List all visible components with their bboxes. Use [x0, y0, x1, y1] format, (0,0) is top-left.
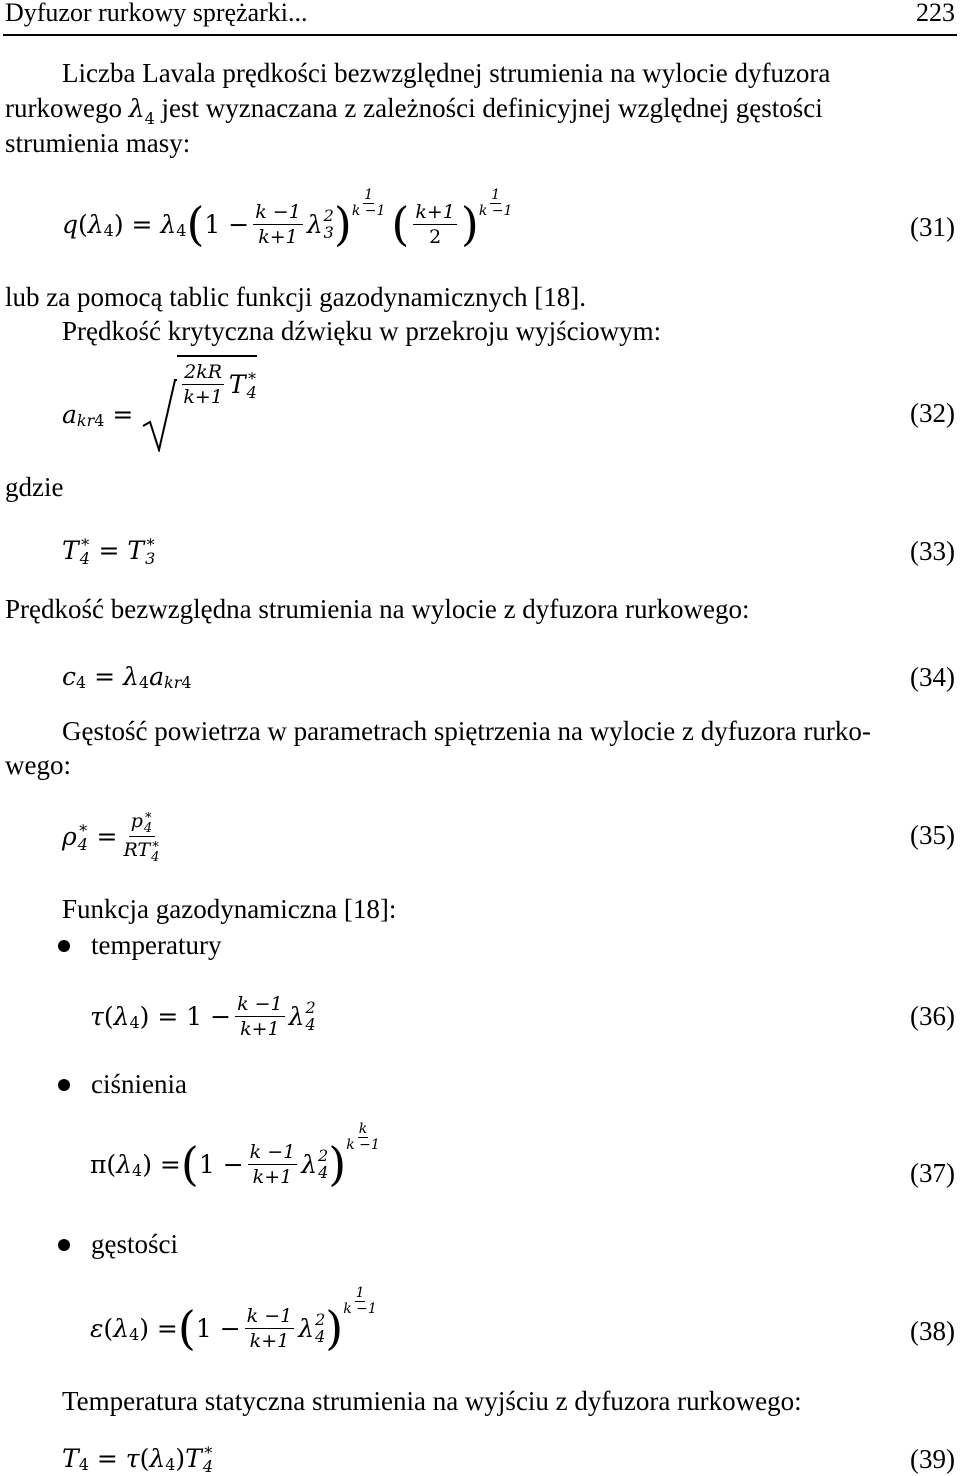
bullet-item: gęstości [91, 1229, 178, 1259]
bullet-icon [58, 940, 70, 952]
equation-36: τ ( λ 4 ) = 1 − $\frac{k -1}{k+1}$ λ 2 4 [90, 992, 316, 1040]
equation-34: c 4 = λ 4 a kr 4 [62, 661, 192, 692]
equation-number: (38) [910, 1316, 955, 1346]
header-rule [3, 34, 957, 36]
equation-35: ρ ∗ 4 = p ∗ 4 RT ∗ 4 [62, 807, 160, 865]
paragraph-line: strumienia masy: [5, 128, 191, 158]
paragraph-line: Funkcja gazodynamiczna [18]: [62, 894, 397, 924]
page-number: 223 [916, 0, 955, 27]
inline-math-lambda4: $\lambda_4$ [128, 94, 155, 128]
paragraph-text: rurkowego [5, 93, 122, 123]
sqrt-sign [141, 376, 177, 452]
equation-number: (36) [910, 1001, 955, 1031]
equation-number: (32) [910, 398, 955, 428]
bullet-item: temperatury [91, 930, 222, 960]
paragraph-text: jest wyznaczana z zależności definicyjnej względnej gęstości [161, 93, 823, 123]
equation-number: (31) [910, 212, 955, 242]
bullet-icon [58, 1239, 70, 1251]
equation-37: π( λ 4 ) = ( 1 − $\frac{k -1}{k+1}$ λ 2 4 ) k k −1 [90, 1121, 380, 1191]
paragraph-line [5, 93, 823, 128]
paragraph-line: gdzie [5, 472, 64, 502]
paragraph-line: wego: [5, 750, 71, 780]
equation-33: T ∗ 4 = T ∗ 3 [62, 532, 156, 568]
paragraph-line: Liczba Lavala prędkości bezwzględnej strumienia na wylocie dyfuzora [62, 58, 831, 88]
equation-number: (34) [910, 662, 955, 692]
equation-number: (39) [910, 1444, 955, 1474]
equation-number: (33) [910, 536, 955, 566]
paragraph-line: lub za pomocą tablic funkcji gazodynamicznych [18]. [5, 282, 587, 312]
bullet-item: ciśnienia [91, 1069, 187, 1099]
paragraph-line: Prędkość bezwzględna strumienia na wylocie z dyfuzora rurkowego: [5, 594, 750, 624]
equation-38: ε ( λ 4 ) = ( 1 − $\frac{k -1}{k+1}$ λ 2 4 ) 1 k −1 [90, 1285, 377, 1355]
bullet-icon [58, 1079, 70, 1091]
paragraph-line: Temperatura statyczna strumienia na wyjściu z dyfuzora rurkowego: [62, 1386, 802, 1416]
equation-number: (37) [910, 1158, 955, 1188]
equation-number: (35) [910, 820, 955, 850]
running-header-title: Dyfuzor rurkowy sprężarki... [5, 0, 308, 27]
equation-31: q ( λ 4 ) = λ 4 ( 1 − $\frac{k -1}{k+1}$ λ 2 3 ) 1 k −1 ( $\frac{k+1}{2}$ ) 1 k −1 [62, 187, 513, 251]
equation-32: a kr 4 = $\frac{2kR}{k+1}$ T ∗ 4 [62, 374, 257, 454]
equation-39: T 4 = τ ( λ 4 ) T ∗ 4 [62, 1440, 214, 1476]
paragraph-line: Gęstość powietrza w parametrach spiętrzenia na wylocie z dyfuzora rurko- [62, 716, 871, 746]
paragraph-line: Prędkość krytyczna dźwięku w przekroju wyjściowym: [62, 316, 662, 346]
